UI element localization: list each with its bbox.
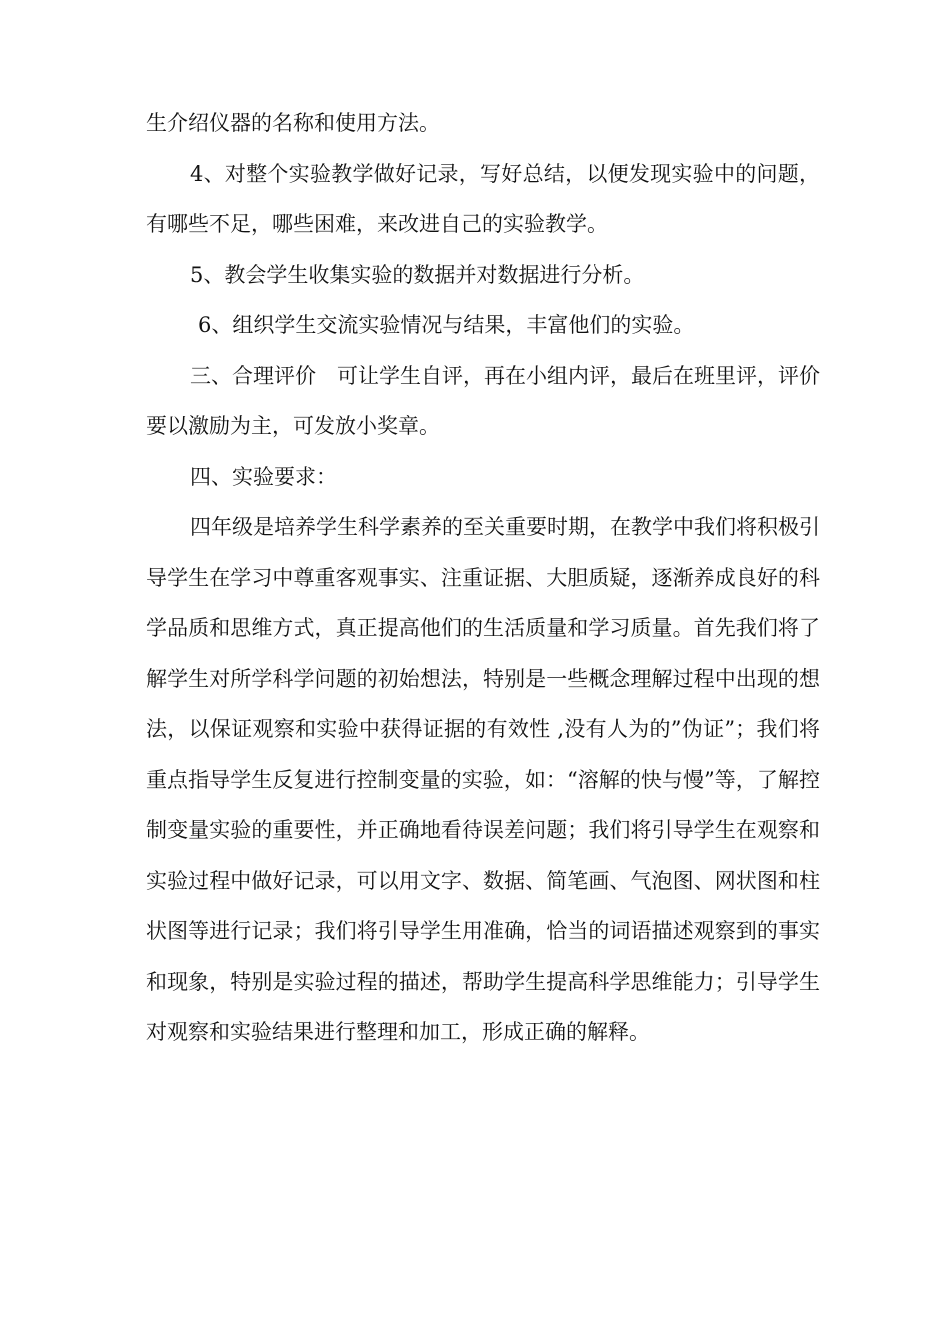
paragraph-requirements-body: 四年级是培养学生科学素养的至关重要时期，在教学中我们将积极引导学生在学习中尊重客观事实、注重证据、大胆质疑，逐渐养成良好的科学品质和思维方式，真正提高他们的生活质量和学习质量。首先我们将了解学生对所学科学问题的初始想法，特别是一些概念理解过程中出现的想法，以保证观察和实验中获得证据的有效性 ,没有人为的”伪证”；我们将重点指导学生反复进行控制变量的实验，如：“溶解的快与慢”等，了解控制变量实验的重要性，并正确地看待误差问题；我们将引导学生在观察和实验过程中做好记录，可以用文字、数据、简笔画、气泡图、网状图和柱状图等进行记录；我们将引导学生用准确，恰当的词语描述观察到的事实和现象，特别是实验过程的描述，帮助学生提高科学思维能力；引导学生对观察和实验结果进行整理和加工，形成正确的解释。 — [146, 515, 820, 1044]
paragraph-item-4: 4、对整个实验教学做好记录，写好总结，以便发现实验中的问题，有哪些不足，哪些困难，来改进自己的实验教学。 — [146, 161, 820, 236]
section-heading-4-requirements: 四、实验要求： — [190, 464, 337, 489]
paragraph-item-5: 5、教会学生收集实验的数据并对数据进行分析。 — [190, 262, 645, 287]
paragraph-item-6: 6、组织学生交流实验情况与结果，丰富他们的实验。 — [198, 313, 695, 337]
paragraph-section-3-evaluation: 三、合理评价 可让学生自评，再在小组内评，最后在班里评，评价要以激励为主，可发放小奖章。 — [146, 363, 820, 438]
document-body — [146, 98, 820, 1058]
paragraph-continuation: 生介绍仪器的名称和使用方法。 — [146, 111, 440, 135]
